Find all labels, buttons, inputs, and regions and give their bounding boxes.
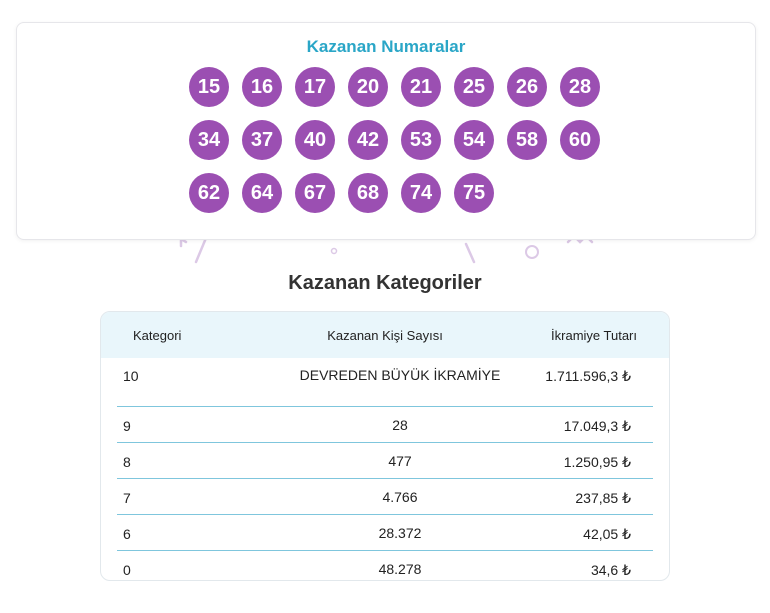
table-row [117,479,653,515]
number-ball: 34 [189,120,229,160]
row-kisi-sayisi: 28 [392,417,408,433]
row-kisi-sayisi: 28.372 [378,525,422,541]
row-kategori: 0 [123,562,131,578]
number-ball: 26 [507,67,547,107]
number-ball: 16 [242,67,282,107]
table-row [117,551,653,581]
number-ball: 53 [401,120,441,160]
number-ball: 67 [295,173,335,213]
row-kategori: 6 [123,526,131,542]
number-ball: 54 [454,120,494,160]
row-kategori: 10 [123,368,139,384]
number-ball: 21 [401,67,441,107]
categories-table [100,311,670,581]
winning-numbers-card [16,22,756,240]
number-ball: 75 [454,173,494,213]
header-kisi-sayisi: Kazanan Kişi Sayısı [327,328,443,343]
table-row [117,358,653,407]
header-kategori: Kategori [133,328,182,343]
number-ball: 64 [242,173,282,213]
row-kategori: 7 [123,490,131,506]
number-ball: 58 [507,120,547,160]
number-ball: 17 [295,67,335,107]
row-kategori: 8 [123,454,131,470]
row-ikramiye: 34,6 ₺ [590,562,631,578]
row-ikramiye: 42,05 ₺ [583,526,631,542]
number-ball: 28 [560,67,600,107]
table-row [117,407,653,443]
categories-title: Kazanan Kategoriler [288,272,482,294]
table-body [101,358,669,581]
number-ball: 68 [348,173,388,213]
number-ball: 42 [348,120,388,160]
winning-numbers-title: Kazanan Numaralar [306,37,466,56]
row-kisi-sayisi: 4.766 [382,489,418,505]
row-ikramiye: 237,85 ₺ [575,490,631,506]
table-row [117,515,653,551]
row-ikramiye: 1.711.596,3 ₺ [545,368,631,384]
row-kisi-sayisi: 477 [388,453,412,469]
table-header [101,312,669,358]
number-ball: 15 [189,67,229,107]
number-ball: 40 [295,120,335,160]
row-ikramiye: 1.250,95 ₺ [563,454,631,470]
row-kategori: 9 [123,418,131,434]
row-kisi-sayisi: DEVREDEN BÜYÜK İKRAMİYE [299,367,501,383]
number-ball: 37 [242,120,282,160]
header-ikramiye: İkramiye Tutarı [551,328,637,343]
row-ikramiye: 17.049,3 ₺ [563,418,631,434]
number-ball: 62 [189,173,229,213]
row-kisi-sayisi: 48.278 [378,561,422,577]
number-ball: 60 [560,120,600,160]
number-balls [189,67,619,213]
number-ball: 74 [401,173,441,213]
number-ball: 25 [454,67,494,107]
number-ball: 20 [348,67,388,107]
table-row [117,443,653,479]
